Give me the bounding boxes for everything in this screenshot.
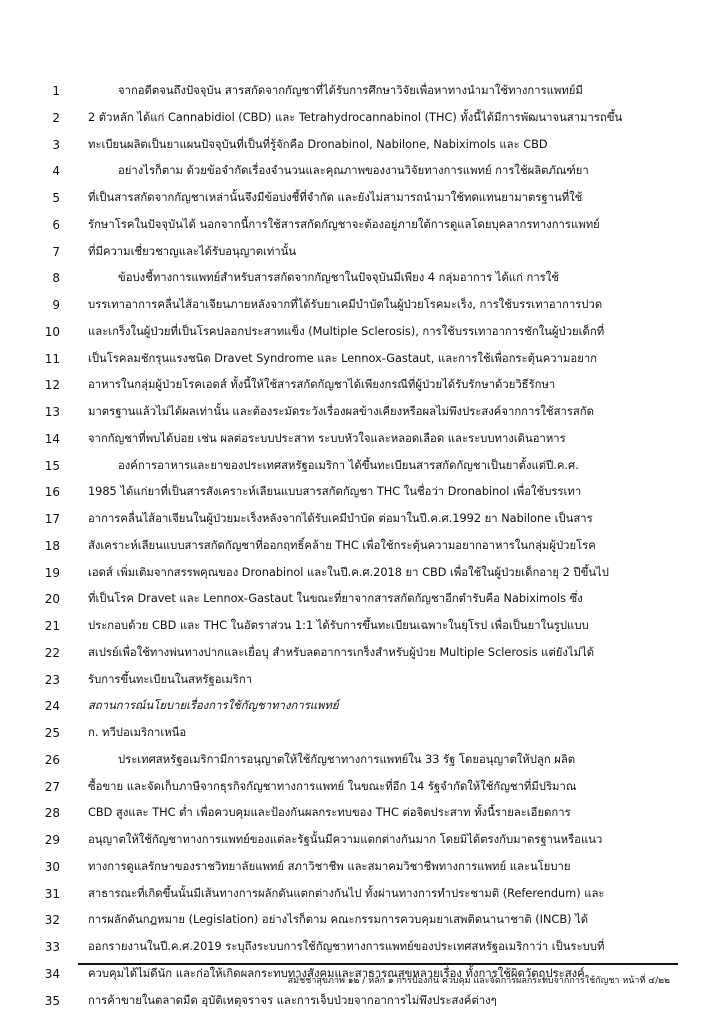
text-line xyxy=(0,612,724,640)
line-text: ประกอบด้วย CBD และ THC ในอัตราส่วน 1:1 ได้รับการขึ้นทะเบียนเฉพาะในยุโรป เพื่อเป็นยาในรูปแบบ xyxy=(88,619,589,632)
text-line xyxy=(0,131,724,159)
line-text: ทะเบียนผลิตเป็นยาแผนปัจจุบันที่เป็นที่รู้จักคือ Dronabinol, Nabilone, Nabiximols และ CBD xyxy=(88,137,548,151)
line-number: 35 xyxy=(44,993,60,1008)
line-number: 34 xyxy=(44,966,60,981)
line-number: 11 xyxy=(44,351,60,366)
line-number: 21 xyxy=(44,619,60,633)
line-text: การค้าขายในตลาดมืด อุบัติเหตุจราจร และการเจ็บป่วยจากอาการไม่พึงประสงค์ต่างๆ xyxy=(88,993,497,1007)
line-number: 28 xyxy=(44,806,60,821)
line-number: 1 xyxy=(52,84,60,98)
line-text: เอดส์ เพิ่มเติมจากสรรพคุณของ Dronabinol และในปี.ค.ศ.2018 ยา CBD เพื่อใช้ในผู้ป่วยเด็กอายุ 2 ปีขึ้นไป xyxy=(88,565,609,579)
line-number: 12 xyxy=(44,378,60,393)
text-line xyxy=(0,157,724,185)
text-line xyxy=(0,264,724,292)
line-text: อาการคลื่นไส้อาเจียนในผู้ป่วยมะเร็งหลังจากได้รับเคมีบำบัด ต่อมาในปี.ค.ศ.1992 ยา Nabilone เป็นสาร xyxy=(88,512,593,525)
footer-divider xyxy=(78,963,678,965)
line-text: และเกร็งในผู้ป่วยที่เป็นโรคปลอกประสาทแข็ง (Multiple Sclerosis), การใช้บรรเทาอาการชักในผู้ป่วยเด็กที่ xyxy=(88,324,605,338)
text-line xyxy=(0,478,724,506)
line-number: 5 xyxy=(52,191,60,205)
text-line xyxy=(0,799,724,827)
text-line xyxy=(0,104,724,132)
text-line xyxy=(0,746,724,774)
text-line xyxy=(0,345,724,373)
text-line xyxy=(0,184,724,212)
line-number: 32 xyxy=(44,913,60,928)
text-line xyxy=(0,559,724,587)
text-line xyxy=(0,826,724,854)
text-line xyxy=(0,906,724,934)
line-text: อนุญาตให้ใช้กัญชาทางการแพทย์ของแต่ละรัฐนั้นมีความแตกต่างกันมาก โดยมิได้ตรงกับมาตรฐานหรือแนว xyxy=(88,833,603,846)
line-text: รับการขึ้นทะเบียนในสหรัฐอเมริกา xyxy=(88,672,253,686)
line-text: ที่มีความเชี่ยวชาญและได้รับอนุญาตเท่านั้น xyxy=(88,244,297,258)
line-number: 20 xyxy=(44,592,60,607)
line-number: 30 xyxy=(44,859,60,874)
line-text: ที่เป็นโรค Dravet และ Lennox-Gastaut ในขณะที่ยาจากสารสกัดกัญชาอีกตำรับคือ Nabiximols ซึ่ง xyxy=(88,592,583,606)
line-text: ควบคุมได้ไม่ดีนัก และก่อให้เกิดผลกระทบทางสังคมและสาธารณสุขหลายเรื่อง ทั้งการใช้ผิดวัตถุประสงค์ xyxy=(88,966,585,980)
line-number: 3 xyxy=(52,137,60,152)
text-line xyxy=(0,211,724,239)
line-number: 2 xyxy=(52,110,60,125)
line-number: 24 xyxy=(44,699,60,714)
text-line xyxy=(0,773,724,801)
line-number: 4 xyxy=(52,164,60,179)
text-line xyxy=(0,639,724,667)
text-line xyxy=(0,880,724,908)
line-text: สเปรย์เพื่อใช้ทางพ่นทางปากและเยื่อบุ สำหรับลดอาการเกร็งสำหรับผู้ป่วย Multiple Sclerosis แต่ยังไม่ได้ xyxy=(88,645,595,659)
line-text: ก. ทวีปอเมริกาเหนือ xyxy=(88,726,187,739)
section-heading: สถานการณ์นโยบายเรื่องการใช้กัญชาทางการแพทย์ xyxy=(88,699,339,713)
line-number: 19 xyxy=(44,565,60,580)
line-number: 9 xyxy=(52,298,60,312)
line-text: อาหารในกลุ่มผู้ป่วยโรคเอดส์ ทั้งนี้ให้ใช้สารสกัดกัญชาได้เพียงกรณีที่ผู้ป่วยได้รับรักษาด้วยวิธีรักษา xyxy=(88,378,556,392)
text-line xyxy=(0,585,724,613)
text-line xyxy=(0,318,724,346)
line-text: ซื้อขาย และจัดเก็บภาษีจากธุรกิจกัญชาทางการแพทย์ ในขณะที่อีก 14 รัฐจำกัดให้ใช้กัญชาที่มีปริมาณ xyxy=(88,779,577,793)
text-line xyxy=(0,238,724,266)
line-text: ประเทศสหรัฐอเมริกามีการอนุญาตให้ใช้กัญชาทางการแพทย์ใน 33 รัฐ โดยอนุญาตให้ปลูก ผลิต xyxy=(118,752,576,766)
line-number: 29 xyxy=(44,833,60,847)
text-line xyxy=(0,692,724,720)
line-text: จากอดีตจนถึงปัจจุบัน สารสกัดจากกัญชาที่ได้รับการศึกษาวิจัยเพื่อหาทางนำมาใช้ทางการแพทย์มี xyxy=(118,84,583,97)
text-line xyxy=(0,371,724,399)
text-line xyxy=(0,987,724,1015)
line-text: มาตรฐานแล้วไม่ได้ผลเท่านั้น และต้องระมัดระวังเรื่องผลข้างเคียงหรือผลไม่พึงประสงค์จากการใช้สารสกัด xyxy=(88,405,594,418)
line-number: 16 xyxy=(44,485,60,500)
line-number: 8 xyxy=(52,271,60,286)
line-number: 14 xyxy=(44,431,60,446)
line-text: CBD สูงและ THC ต่ำ เพื่อควบคุมและป้องกันผลกระทบของ THC ต่อจิตประสาท ทั้งนี้รายละเอียดการ xyxy=(88,806,571,820)
text-line xyxy=(0,666,724,694)
line-text: ออกรายงานในปี.ค.ศ.2019 ระบุถึงระบบการใช้กัญชาทางการแพทย์ของประเทศสหรัฐอเมริกาว่า เป็นระบบที่ xyxy=(88,940,605,953)
line-number: 15 xyxy=(44,458,60,473)
line-text: รักษาโรคในปัจจุบันได้ นอกจากนี้การใช้สารสกัดกัญชาจะต้องอยู่ภายใต้การดูแลโดยบุคลากรทางการแพทย์ xyxy=(88,217,600,231)
text-line xyxy=(0,719,724,747)
line-text: จากกัญชาที่พบได้บ่อย เช่น ผลต่อระบบประสาท ระบบหัวใจและหลอดเลือด และระบบทางเดินอาหาร xyxy=(88,431,566,445)
text-line xyxy=(0,77,724,105)
text-line xyxy=(0,452,724,480)
line-number: 13 xyxy=(44,405,60,419)
line-text: 1985 ได้แก่ยาที่เป็นสารสังเคราะห์เลียนแบบสารสกัดกัญชา THC ในชื่อว่า Dronabinol เพื่อใช้บรรเทา xyxy=(88,485,582,499)
text-line xyxy=(0,532,724,560)
line-text: เป็นโรคลมชักรุนแรงชนิด Dravet Syndrome และ Lennox-Gastaut, และการใช้เพื่อกระตุ้นความอยาก xyxy=(88,351,598,365)
line-text: 2 ตัวหลัก ได้แก่ Cannabidiol (CBD) และ Tetrahydrocannabinol (THC) ทั้งนี้ได้มีการพัฒนาจนสามารถขึ้น xyxy=(88,110,623,124)
line-number: 25 xyxy=(44,726,60,740)
line-number: 18 xyxy=(44,538,60,553)
line-number: 23 xyxy=(44,672,60,687)
line-number: 6 xyxy=(52,217,60,232)
text-line xyxy=(0,291,724,319)
line-text: ข้อบ่งชี้ทางการแพทย์สำหรับสารสกัดจากกัญชาในปัจจุบันมีเพียง 4 กลุ่มอาการ ได้แก่ การใช้ xyxy=(118,271,559,285)
line-text: สาธารณะที่เกิดขึ้นนั้นมีเส้นทางการผลักดันแตกต่างกันไป ทั้งผ่านทางการทำประชามติ (Referendum) และ xyxy=(88,886,605,900)
text-line xyxy=(0,853,724,881)
line-text: องค์การอาหารและยาของประเทศสหรัฐอเมริกา ได้ขึ้นทะเบียนสารสกัดกัญชาเป็นยาตั้งแต่ปี.ค.ศ. xyxy=(118,458,579,472)
line-text: สังเคราะห์เลียนแบบสารสกัดกัญชาที่ออกฤทธิ์คล้าย THC เพื่อใช้กระตุ้นความอยากอาหารในกลุ่มผู้ป่วยโรค xyxy=(88,538,596,552)
line-number: 22 xyxy=(44,645,60,660)
line-number: 31 xyxy=(44,886,60,901)
line-number: 33 xyxy=(44,940,60,954)
line-number: 10 xyxy=(44,324,60,339)
text-line xyxy=(0,398,724,426)
line-number: 7 xyxy=(52,244,60,259)
line-text: การผลักดันกฎหมาย (Legislation) อย่างไรก็ตาม คณะกรรมการควบคุมยาเสพติดนานาชาติ (INCB) ได้ xyxy=(88,913,589,927)
line-number: 17 xyxy=(44,512,60,526)
text-line xyxy=(0,505,724,533)
line-number: 27 xyxy=(44,779,60,794)
line-text: ทางการดูแลรักษาของราชวิทยาลัยแพทย์ สภาวิชาชีพ และสมาคมวิชาชีพทางการแพทย์ และนโยบาย xyxy=(88,859,571,873)
text-line xyxy=(0,425,724,453)
footer-text: สมัชชาสุขภาพ ๑๒ / หลัก ๑ การป้องกัน ควบคุม และจัดการผลกระทบจากการใช้กัญชา หน้าที่ ๔/๒๒ xyxy=(287,976,670,986)
line-number: 26 xyxy=(44,752,60,767)
line-text: บรรเทาอาการคลื่นไส้อาเจียนภายหลังจากที่ได้รับยาเคมีบำบัดในผู้ป่วยโรคมะเร็ง, การใช้บรรเทาอาการปวด xyxy=(88,298,603,311)
line-text: ที่เป็นสารสกัดจากกัญชาเหล่านั้นจึงมีข้อบ่งชี้ที่จำกัด และยังไม่สามารถนำมาใช้ทดแทนยามาตรฐานที่ใช้ xyxy=(88,191,583,204)
text-line xyxy=(0,933,724,961)
line-text: อย่างไรก็ตาม ด้วยข้อจำกัดเรื่องจำนวนและคุณภาพของงานวิจัยทางการแพทย์ การใช้ผลิตภัณฑ์ยา xyxy=(118,164,589,178)
